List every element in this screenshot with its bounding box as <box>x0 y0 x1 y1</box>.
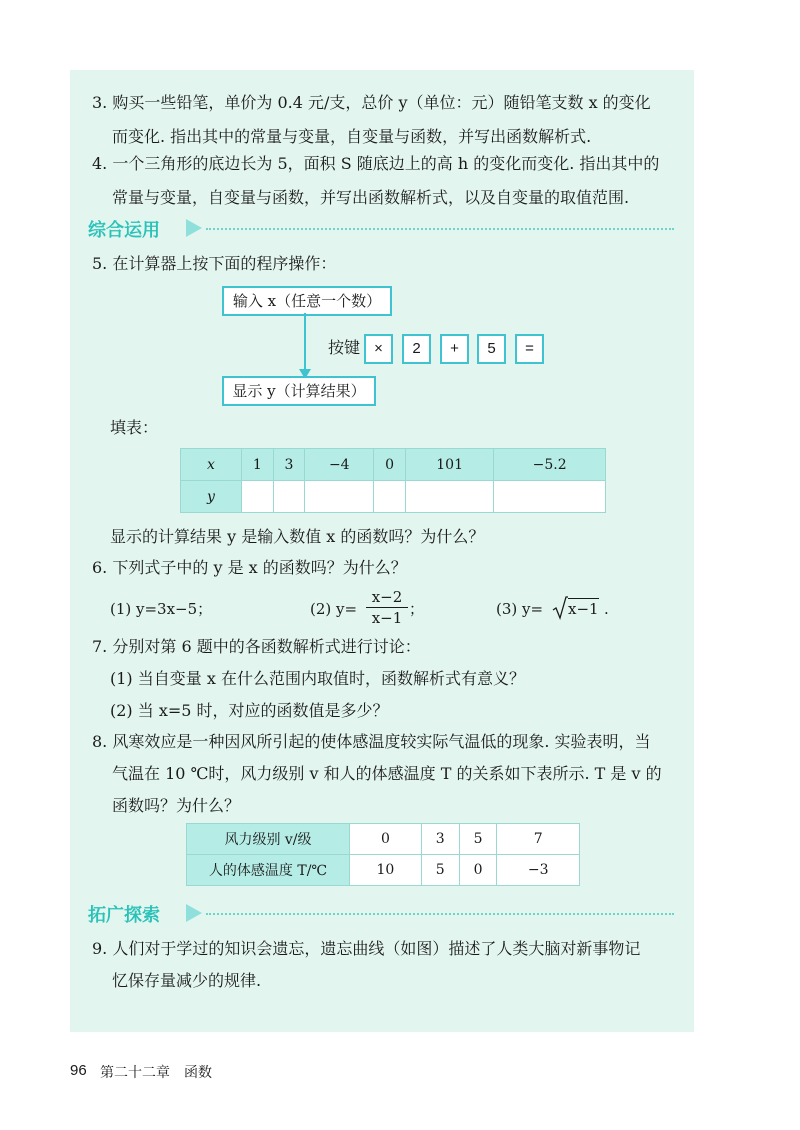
table-cell: 5 <box>459 824 497 855</box>
q7-sub1: (1) 当自变量 x 在什么范围内取值时，函数解析式有意义？ <box>110 669 525 688</box>
q4-line2: 常量与变量，自变量与函数，并写出函数解析式，以及自变量的取值范围. <box>112 188 630 207</box>
keys-label: 按键 <box>328 338 361 357</box>
table-cell: 0 <box>350 824 422 855</box>
q8-windchill-table <box>186 823 580 886</box>
fraction-numerator: x−2 <box>371 588 403 606</box>
table-cell: 3 <box>273 449 305 481</box>
table-cell: 0 <box>374 449 406 481</box>
section-heading-comprehensive: 综合运用 <box>88 220 160 241</box>
triangle-arrow-icon <box>186 219 202 237</box>
key-equals: = <box>515 334 544 364</box>
sqrt-radicand: x−1 <box>568 600 599 618</box>
table-cell: 7 <box>497 824 580 855</box>
table-blank-cell <box>374 481 406 513</box>
chapter-title: 第二十二章 函数 <box>100 1065 212 1081</box>
flow-output-box: 显示 y（计算结果） <box>222 376 376 406</box>
table-cell: −4 <box>305 449 374 481</box>
table-cell: −5.2 <box>494 449 606 481</box>
q8-line1: 8. 风寒效应是一种因风所引起的使体感温度较实际气温低的现象. 实验表明，当 <box>92 732 651 751</box>
dotted-divider <box>206 913 674 915</box>
table-cell: 0 <box>459 855 497 886</box>
key-2: 2 <box>402 334 431 364</box>
table-cell: 3 <box>421 824 459 855</box>
q8-line3: 函数吗？为什么？ <box>112 796 241 815</box>
flow-input-box: 输入 x（任意一个数） <box>222 286 392 316</box>
key-5: 5 <box>477 334 506 364</box>
q5-line: 5. 在计算器上按下面的程序操作： <box>92 254 337 273</box>
table-blank-cell <box>273 481 305 513</box>
exercise-panel <box>70 70 694 1032</box>
q6-expr3-suffix: . <box>604 600 609 618</box>
table-cell: 10 <box>350 855 422 886</box>
dotted-divider <box>206 228 674 230</box>
table-header-body-temp: 人的体感温度 T/℃ <box>187 855 350 886</box>
table-blank-cell <box>405 481 493 513</box>
q6-expr2-prefix: (2) y= <box>310 600 358 618</box>
q6-expr2-suffix: ； <box>409 600 425 618</box>
q9-line2: 忆保存量减少的规律. <box>112 971 262 990</box>
q7-sub2: (2) 当 x=5 时，对应的函数值是多少？ <box>110 701 389 720</box>
table-blank-cell <box>305 481 374 513</box>
q3-line1: 3. 购买一些铅笔，单价为 0.4 元/支，总价 y（单位：元）随铅笔支数 x 的变化 <box>92 93 651 112</box>
table-blank-cell <box>494 481 606 513</box>
q8-line2: 气温在 10 ℃时，风力级别 v 和人的体感温度 T 的关系如下表所示. T 是 v 的 <box>112 764 662 783</box>
q5-question: 显示的计算结果 y 是输入数值 x 的函数吗？为什么？ <box>110 527 485 546</box>
key-multiply: × <box>364 334 393 364</box>
key-plus: + <box>440 334 469 364</box>
q3-line2: 而变化. 指出其中的常量与变量，自变量与函数，并写出函数解析式. <box>112 127 592 146</box>
fraction-denominator: x−1 <box>366 607 408 628</box>
table-header-x: x <box>181 449 242 481</box>
q6-line: 6. 下列式子中的 y 是 x 的函数吗？为什么？ <box>92 558 407 577</box>
q6-expr3-prefix: (3) y= <box>496 600 544 618</box>
table-cell: 1 <box>242 449 274 481</box>
q6-expr1: (1) y=3x−5； <box>110 600 213 618</box>
table-header-wind-level: 风力级别 v/级 <box>187 824 350 855</box>
table-cell: 101 <box>405 449 493 481</box>
q6-fraction <box>366 587 408 628</box>
q9-line1: 9. 人们对于学过的知识会遗忘，遗忘曲线（如图）描述了人类大脑对新事物记 <box>92 939 641 958</box>
table-cell: −3 <box>497 855 580 886</box>
table-cell: 5 <box>421 855 459 886</box>
page-number: 96 <box>70 1062 87 1079</box>
flow-arrow-icon <box>298 313 312 379</box>
q7-line: 7. 分别对第 6 题中的各函数解析式进行讨论： <box>92 637 421 656</box>
sqrt-radical-icon <box>552 595 568 621</box>
table-blank-cell <box>242 481 274 513</box>
table-header-y: y <box>181 481 242 513</box>
section-heading-explore: 拓广探索 <box>88 905 160 926</box>
triangle-arrow-icon <box>186 904 202 922</box>
q5-value-table <box>180 448 606 513</box>
fill-table-label: 填表： <box>110 418 159 437</box>
q4-line1: 4. 一个三角形的底边长为 5，面积 S 随底边上的高 h 的变化而变化. 指出其中的 <box>92 154 660 173</box>
